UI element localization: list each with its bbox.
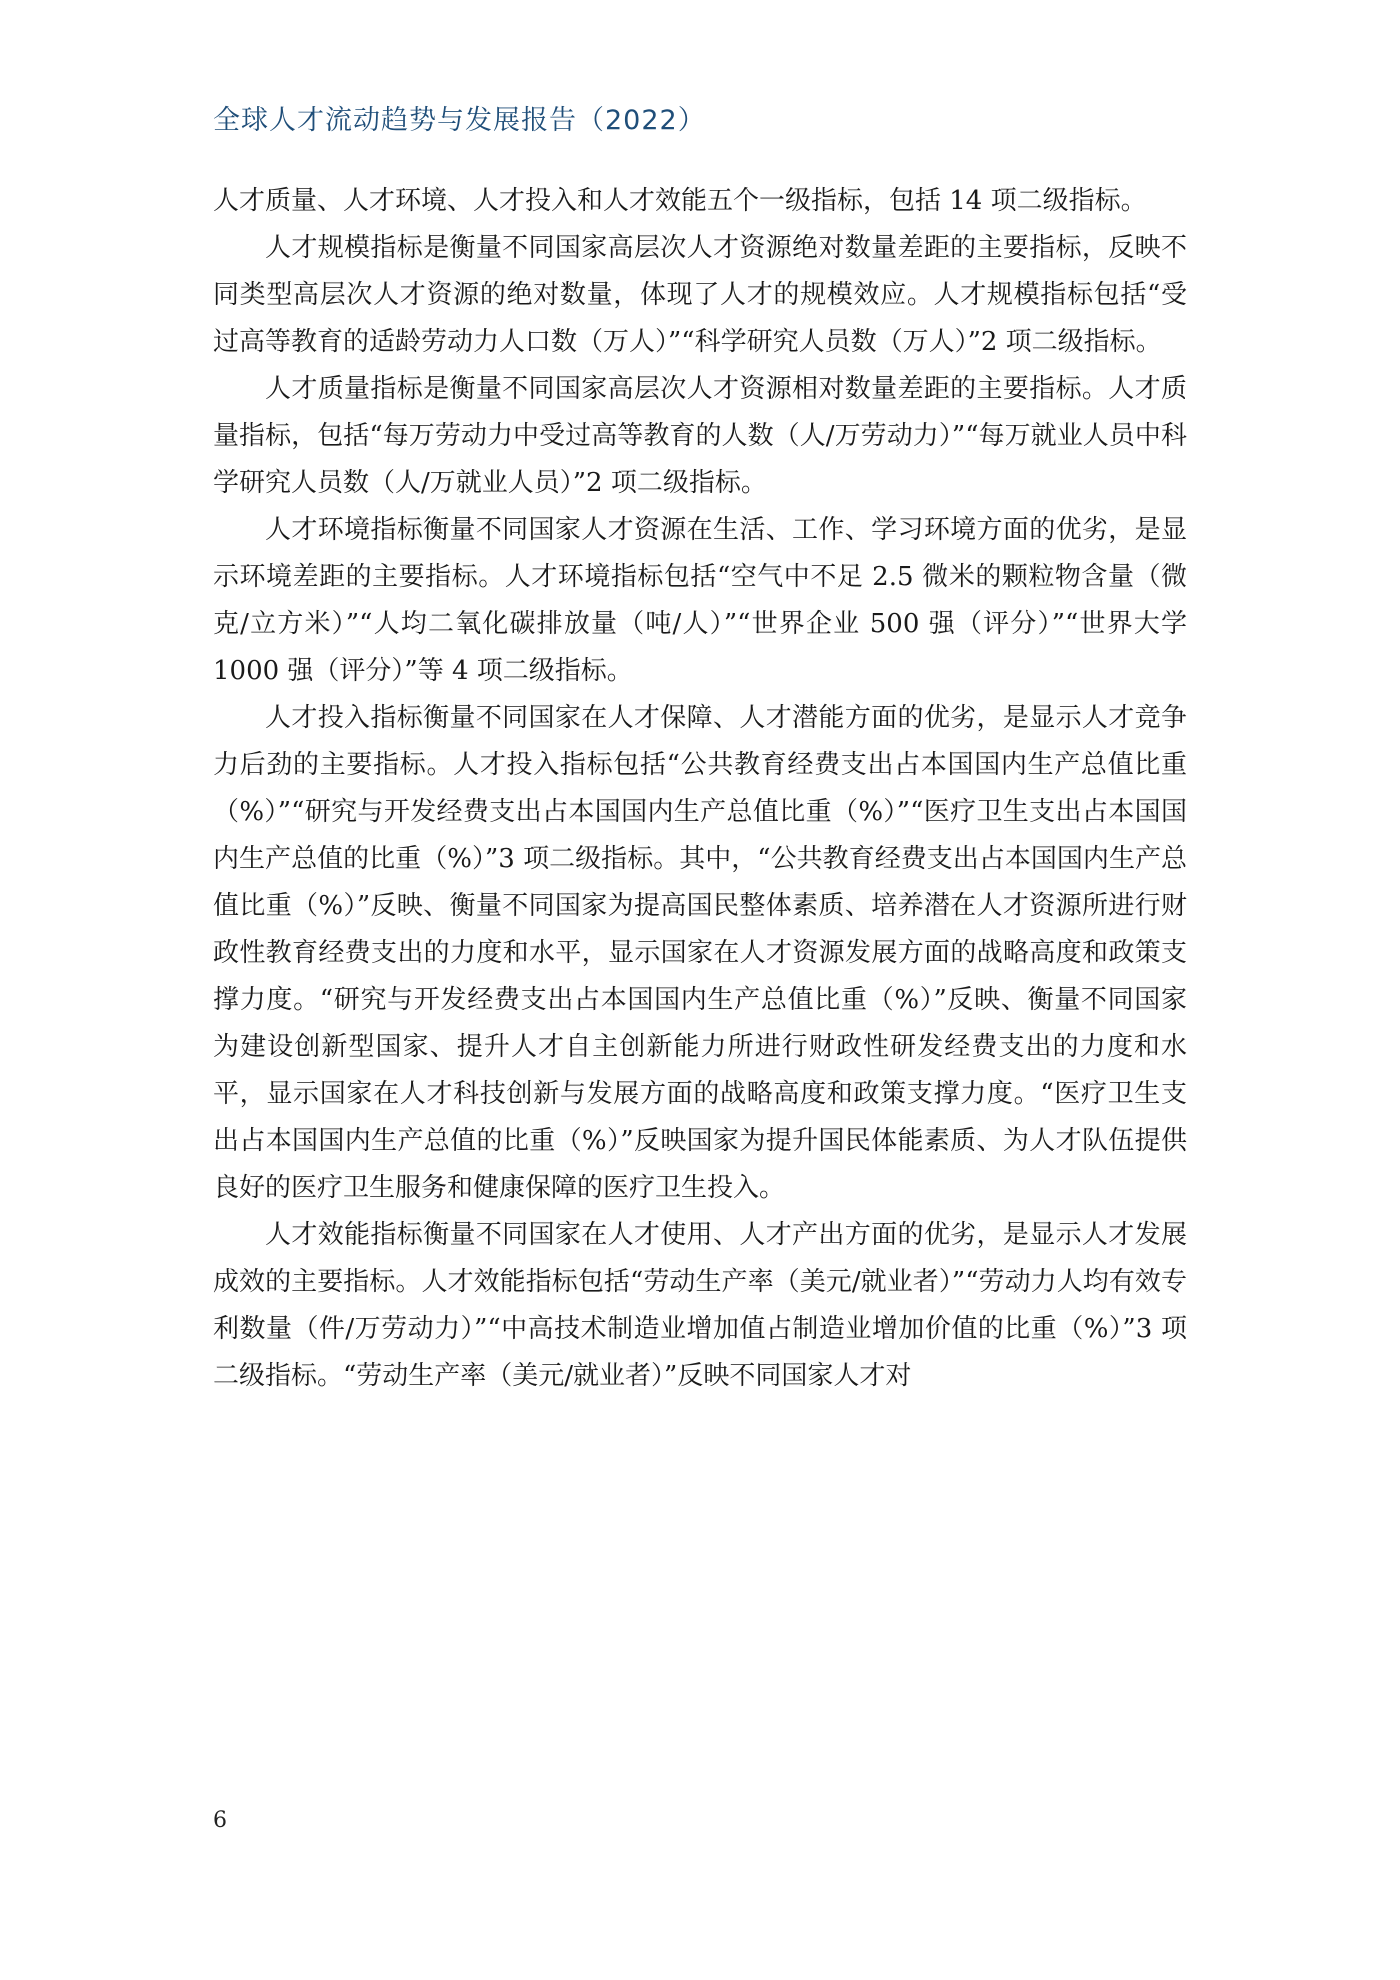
page-number: 6 — [213, 1808, 227, 1833]
running-header: 全球人才流动趋势与发展报告（2022） — [213, 105, 706, 136]
paragraph-talent-efficiency: 人才效能指标衡量不同国家在人才使用、人才产出方面的优劣，是显示人才发展成效的主要指标。人才效能指标包括“劳动生产率（美元/就业者）”“劳动力人均有效专利数量（件/万劳动力）”“中高技术制造业增加值占制造业增加价值的比重（%）”3 项二级指标。“劳动生产率（美元/就业者）”反映不同国家人才对 — [213, 1220, 1187, 1391]
body-text — [213, 178, 1187, 1400]
paragraph-talent-quality: 人才质量指标是衡量不同国家高层次人才资源相对数量差距的主要指标。人才质量指标，包括“每万劳动力中受过高等教育的人数（人/万劳动力）”“每万就业人员中科学研究人员数（人/万就业人员）”2 项二级指标。 — [213, 374, 1187, 498]
paragraph-talent-environment: 人才环境指标衡量不同国家人才资源在生活、工作、学习环境方面的优劣，是显示环境差距的主要指标。人才环境指标包括“空气中不足 2.5 微米的颗粒物含量（微克/立方米）”“人均二氧化碳排放量（吨/人）”“世界企业 500 强（评分）”“世界大学 1000 强（评分）”等 4 项二级指标。 — [213, 515, 1187, 686]
paragraph-talent-investment: 人才投入指标衡量不同国家在人才保障、人才潜能方面的优劣，是显示人才竞争力后劲的主要指标。人才投入指标包括“公共教育经费支出占本国国内生产总值比重（%）”“研究与开发经费支出占本国国内生产总值比重（%）”“医疗卫生支出占本国国内生产总值的比重（%）”3 项二级指标。其中，“公共教育经费支出占本国国内生产总值比重（%）”反映、衡量不同国家为提高国民整体素质、培养潜在人才资源所进行财政性教育经费支出的力度和水平，显示国家在人才资源发展方面的战略高度和政策支撑力度。“研究与开发经费支出占本国国内生产总值比重（%）”反映、衡量不同国家为建设创新型国家、提升人才自主创新能力所进行财政性研发经费支出的力度和水平，显示国家在人才科技创新与发展方面的战略高度和政策支撑力度。“医疗卫生支出占本国国内生产总值的比重（%）”反映国家为提升国民体能素质、为人才队伍提供良好的医疗卫生服务和健康保障的医疗卫生投入。 — [213, 703, 1187, 1203]
paragraph-talent-scale: 人才规模指标是衡量不同国家高层次人才资源绝对数量差距的主要指标，反映不同类型高层次人才资源的绝对数量，体现了人才的规模效应。人才规模指标包括“受过高等教育的适龄劳动力人口数（万人）”“科学研究人员数（万人）”2 项二级指标。 — [213, 233, 1187, 357]
paragraph-continuation: 人才质量、人才环境、人才投入和人才效能五个一级指标，包括 14 项二级指标。 — [213, 186, 1147, 216]
